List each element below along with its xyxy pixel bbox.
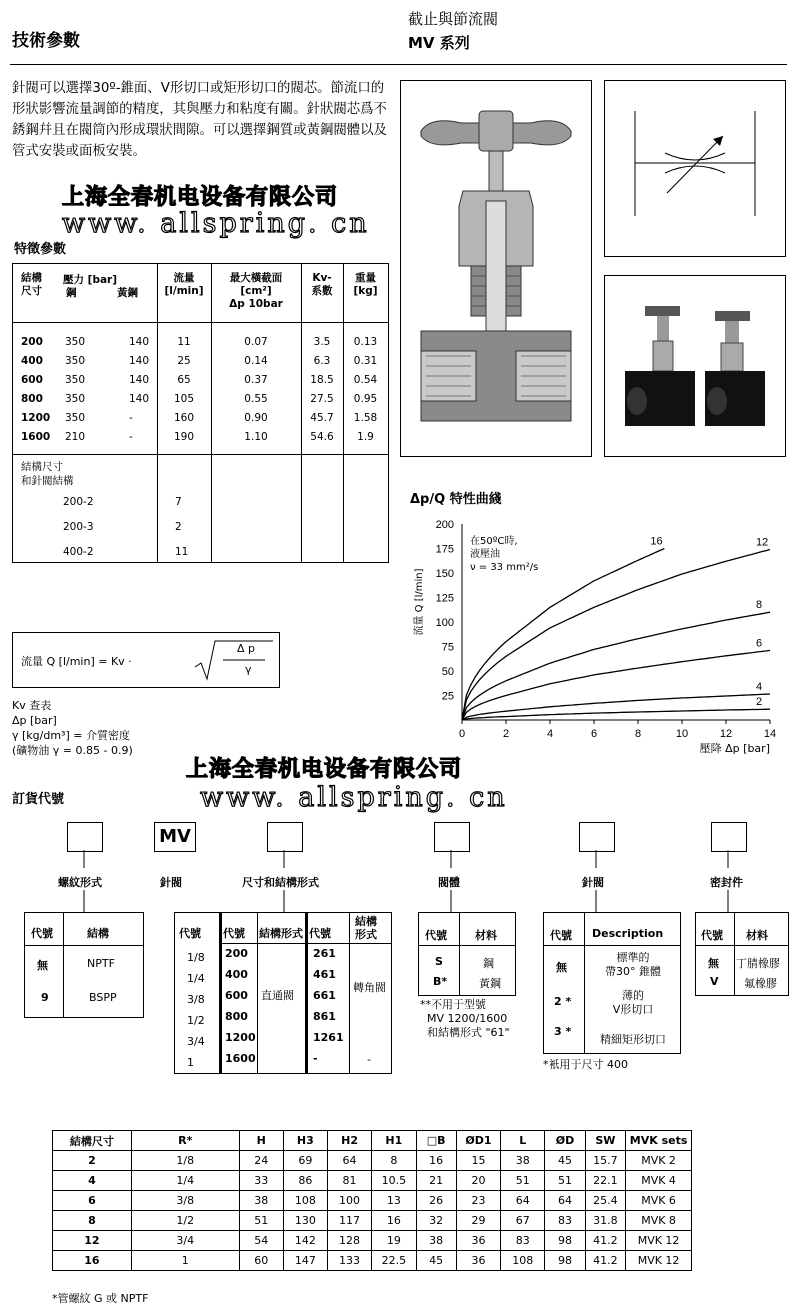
series-label: 16 [650,535,663,548]
note-4: (礦物油 γ = 0.85 - 0.9) [12,744,133,757]
sub-code: 200-2 [63,496,94,508]
dims-cell: 22.5 [372,1251,416,1271]
dims-cell: 33 [239,1171,283,1191]
valve-photo-drawing [605,276,785,456]
size-thread: 3/8 [187,993,205,1006]
features-cell: 6.3 [313,355,331,367]
sub-value: 11 [175,546,189,558]
features-cell: 0.95 [353,393,378,405]
seal-v1: 丁腈橡膠 [736,957,780,970]
sub-code: 200-3 [63,521,94,533]
thread-v1: NPTF [87,957,115,970]
body-note: **不用于型號 MV 1200/1600 和結構形式 "61" [420,998,510,1039]
x-axis-label: 壓降 Δp [bar] [699,742,770,755]
thread-c1: 無 [37,959,48,972]
th-area: 最大橫截面 [cm²] Δp 10bar [229,272,283,310]
dims-cell: 133 [327,1251,371,1271]
dims-cell: 10.5 [372,1171,416,1191]
size-thread: 1/8 [187,951,205,964]
needle-c2: 2 * [554,995,572,1008]
dims-cell: 86 [283,1171,327,1191]
note-3: γ [kg/dm³] = 介質密度 [12,729,130,742]
label-size: 尺寸和結構形式 [242,876,319,889]
dims-cell: 81 [327,1171,371,1191]
dims-cell: 21 [416,1171,456,1191]
order-mv: MV [154,822,196,852]
dims-cell: 83 [501,1231,545,1251]
series-label: 6 [756,637,763,650]
body-v2: 黃鋼 [479,977,501,990]
dims-cell: 29 [456,1211,500,1231]
series-label: 8 [756,599,763,612]
needle-c1: 無 [556,961,567,974]
sub-value: 7 [175,496,182,508]
features-cell: 0.37 [244,374,268,386]
dims-cell: 69 [283,1151,327,1171]
dims-cell: 83 [545,1211,585,1231]
dims-cell: 38 [239,1191,283,1211]
size-table [174,912,392,1074]
dims-cell: 32 [416,1211,456,1231]
watermark-url-2: www. allspring. cn [200,782,508,813]
th-flow: 流量 [l/min] [164,272,204,297]
dims-cell: 2 [53,1151,132,1171]
needle-v2: 薄的 V形切口 [612,989,654,1016]
note-1: Kv 查表 [12,699,52,712]
dims-cell: 16 [416,1151,456,1171]
features-cell: - [129,412,133,424]
y-axis-label: 流量 Q [l/min] [414,568,425,636]
needle-v3: 精細矩形切口 [600,1033,666,1046]
dims-cell: H1 [372,1131,416,1151]
size-code2: 1261 [313,1031,344,1044]
features-cell: 0.31 [353,355,378,367]
dims-cell: 12 [53,1231,132,1251]
dims-cell: 64 [501,1191,545,1211]
dims-cell: 45 [545,1151,585,1171]
features-cell: 0.07 [244,336,268,348]
dimensions-table [52,1130,692,1271]
order-box-thread [67,822,103,852]
features-cell: 350 [65,355,86,367]
th-size: 結構 尺寸 [21,272,42,297]
x-tick-label: 6 [590,728,598,740]
features-cell: 27.5 [310,393,334,405]
dims-cell: 41.2 [585,1251,625,1271]
dims-cell: MVK 6 [626,1191,692,1211]
size-thread: 1/2 [187,1014,205,1027]
features-cell: 105 [173,393,195,405]
features-cell: 350 [65,393,86,405]
dims-cell: 20 [456,1171,500,1191]
body-h2: 材料 [475,929,497,942]
size-code2: 661 [313,989,336,1002]
dims-cell: 36 [456,1231,500,1251]
series-line-8 [462,612,770,720]
features-cell: 54.6 [310,431,334,443]
sub-title: 結構尺寸 和針閥結構 [21,461,74,487]
product-series: MV 系列 [408,34,470,52]
needle-c3: 3 * [554,1025,572,1038]
dims-cell: 51 [239,1211,283,1231]
dims-cell: 128 [327,1231,371,1251]
y-tick-label: 100 [435,617,454,629]
dims-cell: MVK 12 [626,1251,692,1271]
thread-v2: BSPP [89,991,117,1004]
dims-cell: H3 [283,1131,327,1151]
dims-cell: ØD1 [456,1131,500,1151]
chart-annotation: 在50ºC時, [470,536,518,547]
body-c1: S [435,955,443,968]
valve-section-image [400,80,592,457]
sub-value: 2 [175,521,182,533]
size-thread: 1 [187,1056,194,1069]
x-tick-label: 12 [719,728,733,740]
dims-cell: MVK 12 [626,1231,692,1251]
dims-cell: 41.2 [585,1231,625,1251]
size-code: 1600 [225,1052,256,1065]
dims-cell: 19 [372,1231,416,1251]
dims-cell: 147 [283,1251,327,1271]
size-code: 800 [225,1010,248,1023]
series-line-16 [462,549,664,721]
th-pressure: 壓力 [bar] [63,274,118,286]
order-title: 訂貨代號 [12,792,65,807]
th-brass: 黃鋼 [117,287,138,299]
size-code: 200 [225,947,248,960]
body-v1: 鋼 [483,957,494,970]
th-kv: Kv- 系數 [311,272,333,297]
dims-cell: MVK sets [626,1131,692,1151]
thread-h2: 結構 [87,927,109,940]
th-weight: 重量 [kg] [353,272,378,297]
note-2: Δp [bar] [12,714,57,727]
series-label: 2 [756,696,763,709]
dims-cell: H [239,1131,283,1151]
dims-cell: 22.1 [585,1171,625,1191]
sqrt-icon [193,639,275,681]
size-code2: - [313,1052,318,1065]
dims-cell: 1/2 [131,1211,239,1231]
label-body: 閥體 [438,876,460,889]
dims-cell: SW [585,1131,625,1151]
size-angle: 轉角閥 [353,981,386,994]
features-cell: 0.55 [244,393,268,405]
dims-cell: 1/4 [131,1171,239,1191]
x-tick-label: 0 [458,728,466,740]
dims-cell: 13 [372,1191,416,1211]
dims-cell: 117 [327,1211,371,1231]
label-thread: 螺紋形式 [58,876,102,889]
features-cell: 400 [21,355,43,367]
watermark-company-2: 上海全春机电设备有限公司 [186,756,463,782]
size-code2: 261 [313,947,336,960]
features-cell: 190 [173,431,195,443]
features-cell: 45.7 [310,412,334,424]
order-box-body [434,822,470,852]
y-tick-label: 175 [435,543,454,556]
size-code: 600 [225,989,248,1002]
features-cell: 11 [177,336,191,348]
intro-text: 針閥可以選擇30º-錐面、V形切口或矩形切口的閥芯。節流口的形狀影響流量調節的精度，其與壓力和粘度有關。針狀閥芯爲不銹鋼幷且在閥筒內形成環狀間隙。可以選擇鋼質或黃鋼閥體以及管式安裝或面板安裝。 [12,81,387,159]
dims-cell: 64 [545,1191,585,1211]
size-h-code-b: 代號 [223,927,245,940]
dims-cell: 26 [416,1191,456,1211]
dims-cell: 45 [416,1251,456,1271]
dims-cell: 31.8 [585,1211,625,1231]
dims-cell: 98 [545,1231,585,1251]
dims-cell: 1 [131,1251,239,1271]
valve-section-drawing [401,81,591,456]
features-cell: - [129,431,133,443]
needle-note: *衹用于尺寸 400 [543,1058,628,1071]
formula-notes [12,698,133,758]
dims-cell: □B [416,1131,456,1151]
y-tick-label: 25 [441,690,454,703]
thread-c2: 9 [41,991,49,1004]
dims-note: *管螺紋 G 或 NPTF [52,1292,149,1305]
dp-q-chart [400,510,790,765]
size-h-code: 代號 [179,927,201,940]
needle-v1: 標準的 帶30° 錐體 [605,951,661,978]
watermark-company: 上海全春机电设备有限公司 [62,184,339,210]
series-label: 4 [756,681,763,694]
x-tick-label: 2 [502,728,510,740]
needle-table [543,912,681,1054]
features-cell: 160 [173,412,195,424]
page-title: 技術參數 [12,31,80,51]
features-cell: 140 [129,374,150,386]
features-cell: 350 [65,412,86,424]
header-divider [10,64,787,65]
order-box-needle [579,822,615,852]
chart-title: Δp/Q 特性曲綫 [410,492,502,507]
dims-cell: 16 [53,1251,132,1271]
dims-cell: 54 [239,1231,283,1251]
features-cell: 65 [177,374,191,386]
dims-cell: 130 [283,1211,327,1231]
dims-cell: 142 [283,1231,327,1251]
formula-lhs: 流量 Q [l/min] = Kv · [21,655,132,668]
seal-h1: 代號 [701,929,723,942]
chart-annotation: 液壓油 [470,549,500,560]
thread-h1: 代號 [31,927,53,940]
size-h-code2: 代號 [309,927,331,940]
dims-cell: MVK 2 [626,1151,692,1171]
formula-den: γ [245,663,252,676]
dims-cell: 8 [372,1151,416,1171]
features-cell: 3.5 [313,336,331,348]
dims-cell: 38 [501,1151,545,1171]
size-thread: 1/4 [187,972,205,985]
product-name: 截止與節流閥 [408,10,499,28]
size-straight: 直通閥 [261,989,294,1002]
valve-photo [604,275,786,457]
order-connectors [0,850,797,920]
dims-cell: 24 [239,1151,283,1171]
body-h1: 代號 [425,929,447,942]
needle-h1: 代號 [550,929,572,942]
features-cell: 0.14 [244,355,268,367]
dims-cell: H2 [327,1131,371,1151]
features-cell: 140 [129,355,150,367]
size-dash: - [367,1053,371,1066]
features-title: 特徵參數 [14,242,67,257]
dims-cell: 25.4 [585,1191,625,1211]
dims-cell: MVK 8 [626,1211,692,1231]
size-code: 1200 [225,1031,256,1044]
dims-cell: L [501,1131,545,1151]
size-h-struct2: 結構 形式 [355,915,377,941]
dims-cell: MVK 4 [626,1171,692,1191]
size-h-struct: 結構形式 [259,927,303,940]
features-cell: 600 [21,374,43,386]
x-tick-label: 10 [675,728,689,740]
features-cell: 0.90 [244,412,268,424]
features-cell: 140 [129,336,150,348]
features-cell: 350 [65,374,86,386]
dims-cell: 15 [456,1151,500,1171]
throttle-symbol-icon [605,81,785,256]
features-cell: 0.54 [353,374,378,386]
dims-cell: 100 [327,1191,371,1211]
thread-table [24,912,144,1018]
features-cell: 350 [65,336,86,348]
dims-cell: 64 [327,1151,371,1171]
watermark-url: www. allspring. cn [62,208,370,239]
size-thread: 3/4 [187,1035,205,1048]
dims-cell: 3/4 [131,1231,239,1251]
label-needle-valve: 針閥 [160,876,182,889]
seal-table [695,912,789,996]
formula-num: Δ p [237,642,256,655]
formula-box [12,632,280,688]
dims-cell: 4 [53,1171,132,1191]
dims-cell: 51 [501,1171,545,1191]
y-tick-label: 50 [441,666,454,678]
size-code2: 461 [313,968,336,981]
chart-annotation: ν = 33 mm²/s [470,562,539,573]
features-cell: 25 [177,355,191,367]
dims-cell: 36 [456,1251,500,1271]
hydraulic-symbol-box [604,80,786,257]
features-table [12,263,389,563]
features-cell: 0.13 [353,336,378,348]
features-cell: 140 [129,393,150,405]
dims-cell: 15.7 [585,1151,625,1171]
dims-cell: 23 [456,1191,500,1211]
features-cell: 1.58 [353,412,378,424]
features-cell: 1.10 [244,431,268,443]
x-tick-label: 8 [634,728,642,740]
dims-cell: 98 [545,1251,585,1271]
x-tick-label: 14 [763,728,777,740]
dims-cell: 結構尺寸 [53,1131,132,1151]
seal-v2: 氟橡膠 [744,977,777,990]
dims-cell: 6 [53,1191,132,1211]
body-table [418,912,516,996]
dims-cell: ØD [545,1131,585,1151]
seal-h2: 材料 [746,929,768,942]
y-tick-label: 200 [435,519,454,531]
x-tick-label: 4 [546,728,554,740]
dims-cell: 1/8 [131,1151,239,1171]
order-box-seal [711,822,747,852]
dims-cell: 51 [545,1171,585,1191]
features-cell: 1600 [21,431,51,443]
features-cell: 200 [21,336,43,348]
series-label: 12 [756,536,769,549]
dims-cell: 108 [283,1191,327,1211]
y-tick-label: 150 [435,568,454,580]
size-code: 400 [225,968,248,981]
dims-cell: 38 [416,1231,456,1251]
dims-cell: 60 [239,1251,283,1271]
dims-cell: R* [131,1131,239,1151]
body-c2: B* [433,975,448,988]
features-cell: 18.5 [310,374,334,386]
th-steel: 鋼 [66,287,77,299]
features-cell: 210 [65,431,86,443]
y-tick-label: 75 [441,641,454,654]
features-cell: 1200 [21,412,51,424]
seal-c2: V [710,975,719,988]
dims-cell: 8 [53,1211,132,1231]
features-cell: 800 [21,393,43,405]
label-needle: 針閥 [582,876,604,889]
dims-cell: 67 [501,1211,545,1231]
sub-code: 400-2 [63,546,94,558]
dims-cell: 3/8 [131,1191,239,1211]
label-seal: 密封件 [710,876,743,889]
y-tick-label: 125 [435,592,454,605]
dims-cell: 108 [501,1251,545,1271]
order-box-size [267,822,303,852]
features-cell: 1.9 [357,431,374,443]
size-code2: 861 [313,1010,336,1023]
needle-h2: Description [592,927,664,940]
dims-cell: 16 [372,1211,416,1231]
seal-c1: 無 [708,957,719,970]
